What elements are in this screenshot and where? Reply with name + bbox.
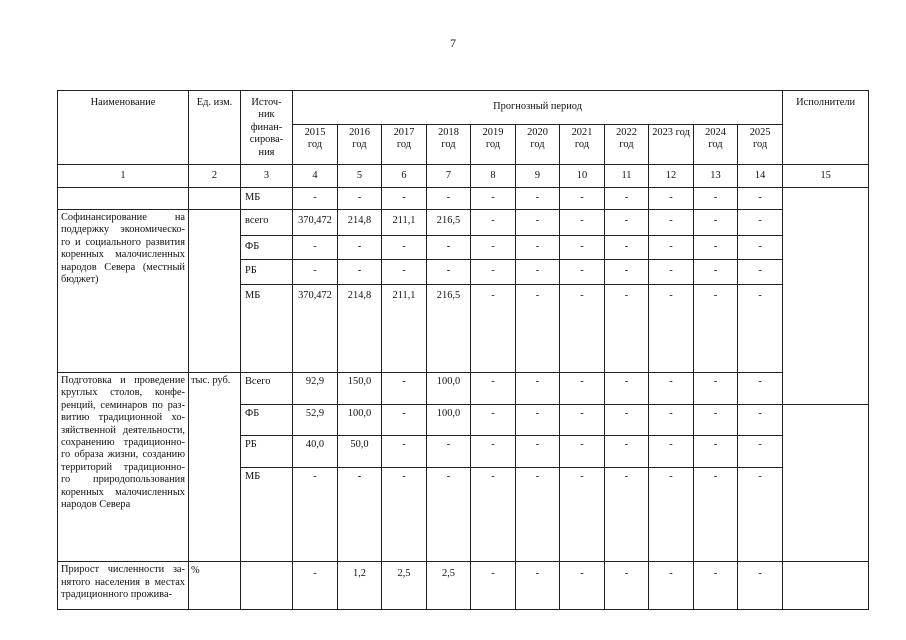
- value-cell: -: [471, 373, 516, 405]
- source-cell: МБ: [241, 285, 293, 373]
- value-cell: -: [560, 404, 605, 436]
- header-year: 2023 год: [649, 125, 694, 165]
- value-cell: 50,0: [338, 436, 382, 468]
- source-cell: РБ: [241, 260, 293, 285]
- source-cell: Всего: [241, 373, 293, 405]
- header-year: 2017 год: [382, 125, 427, 165]
- column-number: 2: [189, 165, 241, 188]
- value-cell: -: [516, 562, 560, 610]
- header-forecast-period: Прогнозный период: [293, 91, 783, 125]
- value-cell: 211,1: [382, 285, 427, 373]
- value-cell: -: [516, 236, 560, 260]
- source-cell: всего: [241, 210, 293, 236]
- source-cell-empty: [241, 562, 293, 610]
- value-cell: -: [694, 236, 738, 260]
- value-cell: 214,8: [338, 210, 382, 236]
- value-cell: -: [738, 436, 783, 468]
- value-cell: 214,8: [338, 285, 382, 373]
- value-cell: -: [738, 188, 783, 210]
- value-cell: -: [694, 188, 738, 210]
- header-year: 2021 год: [560, 125, 605, 165]
- value-cell: -: [694, 210, 738, 236]
- value-cell: -: [560, 436, 605, 468]
- header-executors: Исполнители: [783, 91, 869, 165]
- value-cell: -: [605, 562, 649, 610]
- column-number: 15: [783, 165, 869, 188]
- value-cell: -: [427, 236, 471, 260]
- value-cell: -: [516, 285, 560, 373]
- column-number: 8: [471, 165, 516, 188]
- unit-cell: тыс. руб.: [189, 373, 241, 562]
- value-cell: -: [293, 260, 338, 285]
- header-year: 2019 год: [471, 125, 516, 165]
- value-cell: -: [516, 436, 560, 468]
- value-cell: -: [560, 236, 605, 260]
- value-cell: -: [694, 373, 738, 405]
- value-cell: -: [649, 562, 694, 610]
- value-cell: -: [471, 188, 516, 210]
- value-cell: -: [605, 188, 649, 210]
- value-cell: 40,0: [293, 436, 338, 468]
- value-cell: -: [293, 188, 338, 210]
- column-number: 7: [427, 165, 471, 188]
- header-year: 2022 год: [605, 125, 649, 165]
- value-cell: -: [605, 404, 649, 436]
- item-name-cofinancing: Софинансирование на поддержку экономическо-го и социального развития коренных малочисленных народов Севера (местный бюджет): [58, 210, 189, 373]
- executors-cell-empty: [783, 188, 869, 405]
- value-cell: -: [471, 260, 516, 285]
- value-cell: -: [738, 236, 783, 260]
- value-cell: -: [649, 436, 694, 468]
- value-cell: -: [694, 467, 738, 562]
- value-cell: -: [738, 404, 783, 436]
- value-cell: -: [516, 467, 560, 562]
- table-row: [58, 373, 869, 405]
- value-cell: -: [382, 467, 427, 562]
- value-cell: -: [427, 188, 471, 210]
- value-cell: -: [338, 236, 382, 260]
- value-cell: -: [471, 210, 516, 236]
- forecast-table: [57, 90, 869, 610]
- value-cell: -: [516, 373, 560, 405]
- value-cell: -: [338, 260, 382, 285]
- value-cell: 2,5: [382, 562, 427, 610]
- source-cell: РБ: [241, 436, 293, 468]
- column-number: 14: [738, 165, 783, 188]
- value-cell: -: [382, 236, 427, 260]
- value-cell: 211,1: [382, 210, 427, 236]
- value-cell: 370,472: [293, 285, 338, 373]
- unit-cell: %: [189, 562, 241, 610]
- value-cell: 1,2: [338, 562, 382, 610]
- column-number: 11: [605, 165, 649, 188]
- header-unit: Ед. изм.: [189, 91, 241, 165]
- value-cell: -: [516, 188, 560, 210]
- value-cell: -: [738, 562, 783, 610]
- value-cell: -: [516, 210, 560, 236]
- value-cell: 100,0: [427, 373, 471, 405]
- column-numbers-row: [58, 165, 869, 188]
- value-cell: -: [649, 285, 694, 373]
- value-cell: -: [293, 562, 338, 610]
- value-cell: -: [605, 436, 649, 468]
- value-cell: -: [560, 210, 605, 236]
- value-cell: -: [560, 373, 605, 405]
- page-number: 7: [450, 36, 456, 50]
- value-cell: 2,5: [427, 562, 471, 610]
- value-cell: -: [560, 562, 605, 610]
- column-number: 6: [382, 165, 427, 188]
- value-cell: -: [605, 285, 649, 373]
- value-cell: 216,5: [427, 210, 471, 236]
- value-cell: -: [427, 467, 471, 562]
- value-cell: -: [560, 467, 605, 562]
- value-cell: -: [293, 467, 338, 562]
- value-cell: -: [738, 210, 783, 236]
- value-cell: -: [738, 285, 783, 373]
- header-year: 2016 год: [338, 125, 382, 165]
- value-cell: -: [427, 260, 471, 285]
- value-cell: -: [338, 188, 382, 210]
- header-year: 2025 год: [738, 125, 783, 165]
- value-cell: -: [382, 404, 427, 436]
- value-cell: -: [516, 260, 560, 285]
- value-cell: -: [738, 260, 783, 285]
- value-cell: -: [382, 188, 427, 210]
- value-cell: -: [471, 467, 516, 562]
- value-cell: -: [649, 210, 694, 236]
- value-cell: 100,0: [427, 404, 471, 436]
- table-row: [58, 210, 869, 236]
- value-cell: -: [694, 285, 738, 373]
- header-year: 2020 год: [516, 125, 560, 165]
- column-number: 5: [338, 165, 382, 188]
- column-number: 1: [58, 165, 189, 188]
- header-source: Источ- ник финан- сирова- ния: [241, 91, 293, 165]
- column-number: 10: [560, 165, 605, 188]
- value-cell: -: [471, 436, 516, 468]
- value-cell: -: [649, 467, 694, 562]
- source-cell: ФБ: [241, 236, 293, 260]
- column-number: 12: [649, 165, 694, 188]
- value-cell: -: [694, 436, 738, 468]
- value-cell: -: [738, 373, 783, 405]
- value-cell: -: [560, 188, 605, 210]
- value-cell: -: [649, 236, 694, 260]
- table-row: [58, 562, 869, 610]
- item-name-growth: Прирост численности за-нятого населения в местах традиционного прожива-: [58, 562, 189, 610]
- value-cell: -: [605, 260, 649, 285]
- item-name-seminars: Подготовка и проведение круглых столов, конфе-ренций, семинаров по раз-витию традиционной хо-зяйственной деятельности, сохранению традиционно-го образа жизни, созданию территорий традиционно-го природопользования коренных малочисленных народов Севера: [58, 373, 189, 562]
- header-name: Наименование: [58, 91, 189, 165]
- value-cell: -: [649, 260, 694, 285]
- executors-cell-empty: [783, 562, 869, 610]
- column-number: 13: [694, 165, 738, 188]
- value-cell: -: [293, 236, 338, 260]
- value-cell: -: [605, 467, 649, 562]
- value-cell: -: [694, 562, 738, 610]
- source-cell: МБ: [241, 467, 293, 562]
- value-cell: -: [694, 260, 738, 285]
- unit-cell-empty: [189, 210, 241, 373]
- value-cell: -: [605, 236, 649, 260]
- value-cell: -: [382, 260, 427, 285]
- value-cell: -: [560, 285, 605, 373]
- value-cell: -: [560, 260, 605, 285]
- value-cell: -: [471, 404, 516, 436]
- value-cell: 52,9: [293, 404, 338, 436]
- value-cell: -: [471, 236, 516, 260]
- name-cell-empty: [58, 188, 189, 210]
- header-year: 2015 год: [293, 125, 338, 165]
- value-cell: -: [471, 285, 516, 373]
- value-cell: -: [471, 562, 516, 610]
- value-cell: -: [738, 467, 783, 562]
- header-year: 2024 год: [694, 125, 738, 165]
- value-cell: -: [649, 373, 694, 405]
- value-cell: -: [605, 373, 649, 405]
- value-cell: -: [516, 404, 560, 436]
- column-number: 9: [516, 165, 560, 188]
- value-cell: -: [605, 210, 649, 236]
- value-cell: -: [427, 436, 471, 468]
- header-row: [58, 91, 869, 125]
- value-cell: -: [382, 436, 427, 468]
- value-cell: -: [382, 373, 427, 405]
- table-row: [58, 188, 869, 210]
- source-cell: ФБ: [241, 404, 293, 436]
- value-cell: -: [694, 404, 738, 436]
- unit-cell-empty: [189, 188, 241, 210]
- value-cell: -: [649, 188, 694, 210]
- value-cell: 100,0: [338, 404, 382, 436]
- value-cell: 92,9: [293, 373, 338, 405]
- column-number: 3: [241, 165, 293, 188]
- value-cell: 216,5: [427, 285, 471, 373]
- value-cell: -: [649, 404, 694, 436]
- value-cell: -: [338, 467, 382, 562]
- header-year: 2018 год: [427, 125, 471, 165]
- value-cell: 370,472: [293, 210, 338, 236]
- column-number: 4: [293, 165, 338, 188]
- value-cell: 150,0: [338, 373, 382, 405]
- source-cell: МБ: [241, 188, 293, 210]
